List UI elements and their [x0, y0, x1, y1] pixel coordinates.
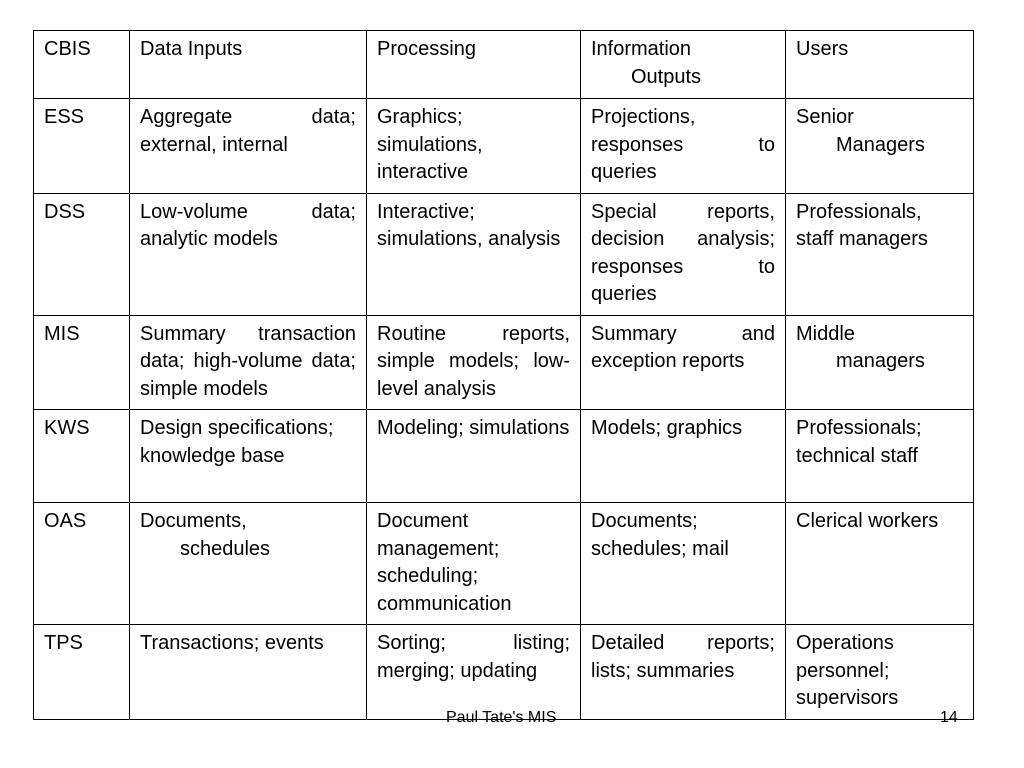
system-cell: DSS — [34, 193, 130, 315]
information-outputs-cell: Models; graphics — [581, 410, 786, 503]
data-inputs-cell: Documents, schedules — [130, 503, 367, 625]
processing-cell: Document management; scheduling; communication — [367, 503, 581, 625]
system-cell: MIS — [34, 315, 130, 410]
header-cell-processing: Processing — [367, 31, 581, 99]
header-cell-users: Users — [786, 31, 974, 99]
table-row — [34, 625, 974, 720]
information-outputs-cell: Projections, responses to queries — [581, 99, 786, 194]
information-outputs-cell: Special reports, decision analysis; responses to queries — [581, 193, 786, 315]
header-cell-cbis: CBIS — [34, 31, 130, 99]
processing-cell: Interactive; simulations, analysis — [367, 193, 581, 315]
users-cell: Operations personnel; supervisors — [786, 625, 974, 720]
users-cell: Senior Managers — [786, 99, 974, 194]
processing-cell: Modeling; simulations — [367, 410, 581, 503]
processing-cell: Routine reports, simple models; low-level analysis — [367, 315, 581, 410]
data-inputs-cell: Low-volume data; analytic models — [130, 193, 367, 315]
information-outputs-cell: Documents; schedules; mail — [581, 503, 786, 625]
data-inputs-cell: Design specifications; knowledge base — [130, 410, 367, 503]
table-row — [34, 99, 974, 194]
table-row — [34, 410, 974, 503]
table-header-row — [34, 31, 974, 99]
cbis-comparison-table — [33, 30, 974, 720]
data-inputs-cell: Transactions; events — [130, 625, 367, 720]
users-cell: Professionals, staff managers — [786, 193, 974, 315]
footer-source-label: Paul Tate's MIS — [446, 709, 557, 726]
page-number: 14 — [940, 709, 958, 726]
users-cell: Clerical workers — [786, 503, 974, 625]
system-cell: KWS — [34, 410, 130, 503]
information-outputs-cell: Detailed reports; lists; summaries — [581, 625, 786, 720]
table-row — [34, 193, 974, 315]
processing-cell: Graphics; simulations, interactive — [367, 99, 581, 194]
header-cell-information-outputs: Information Outputs — [581, 31, 786, 99]
processing-cell: Sorting; listing; merging; updating — [367, 625, 581, 720]
header-cell-data-inputs: Data Inputs — [130, 31, 367, 99]
users-cell: Middle managers — [786, 315, 974, 410]
information-outputs-cell: Summary and exception reports — [581, 315, 786, 410]
system-cell: OAS — [34, 503, 130, 625]
system-cell: ESS — [34, 99, 130, 194]
system-cell: TPS — [34, 625, 130, 720]
users-cell: Professionals; technical staff — [786, 410, 974, 503]
data-inputs-cell: Aggregate data; external, internal — [130, 99, 367, 194]
table-row — [34, 503, 974, 625]
data-inputs-cell: Summary transaction data; high-volume data; simple models — [130, 315, 367, 410]
table-row — [34, 315, 974, 410]
